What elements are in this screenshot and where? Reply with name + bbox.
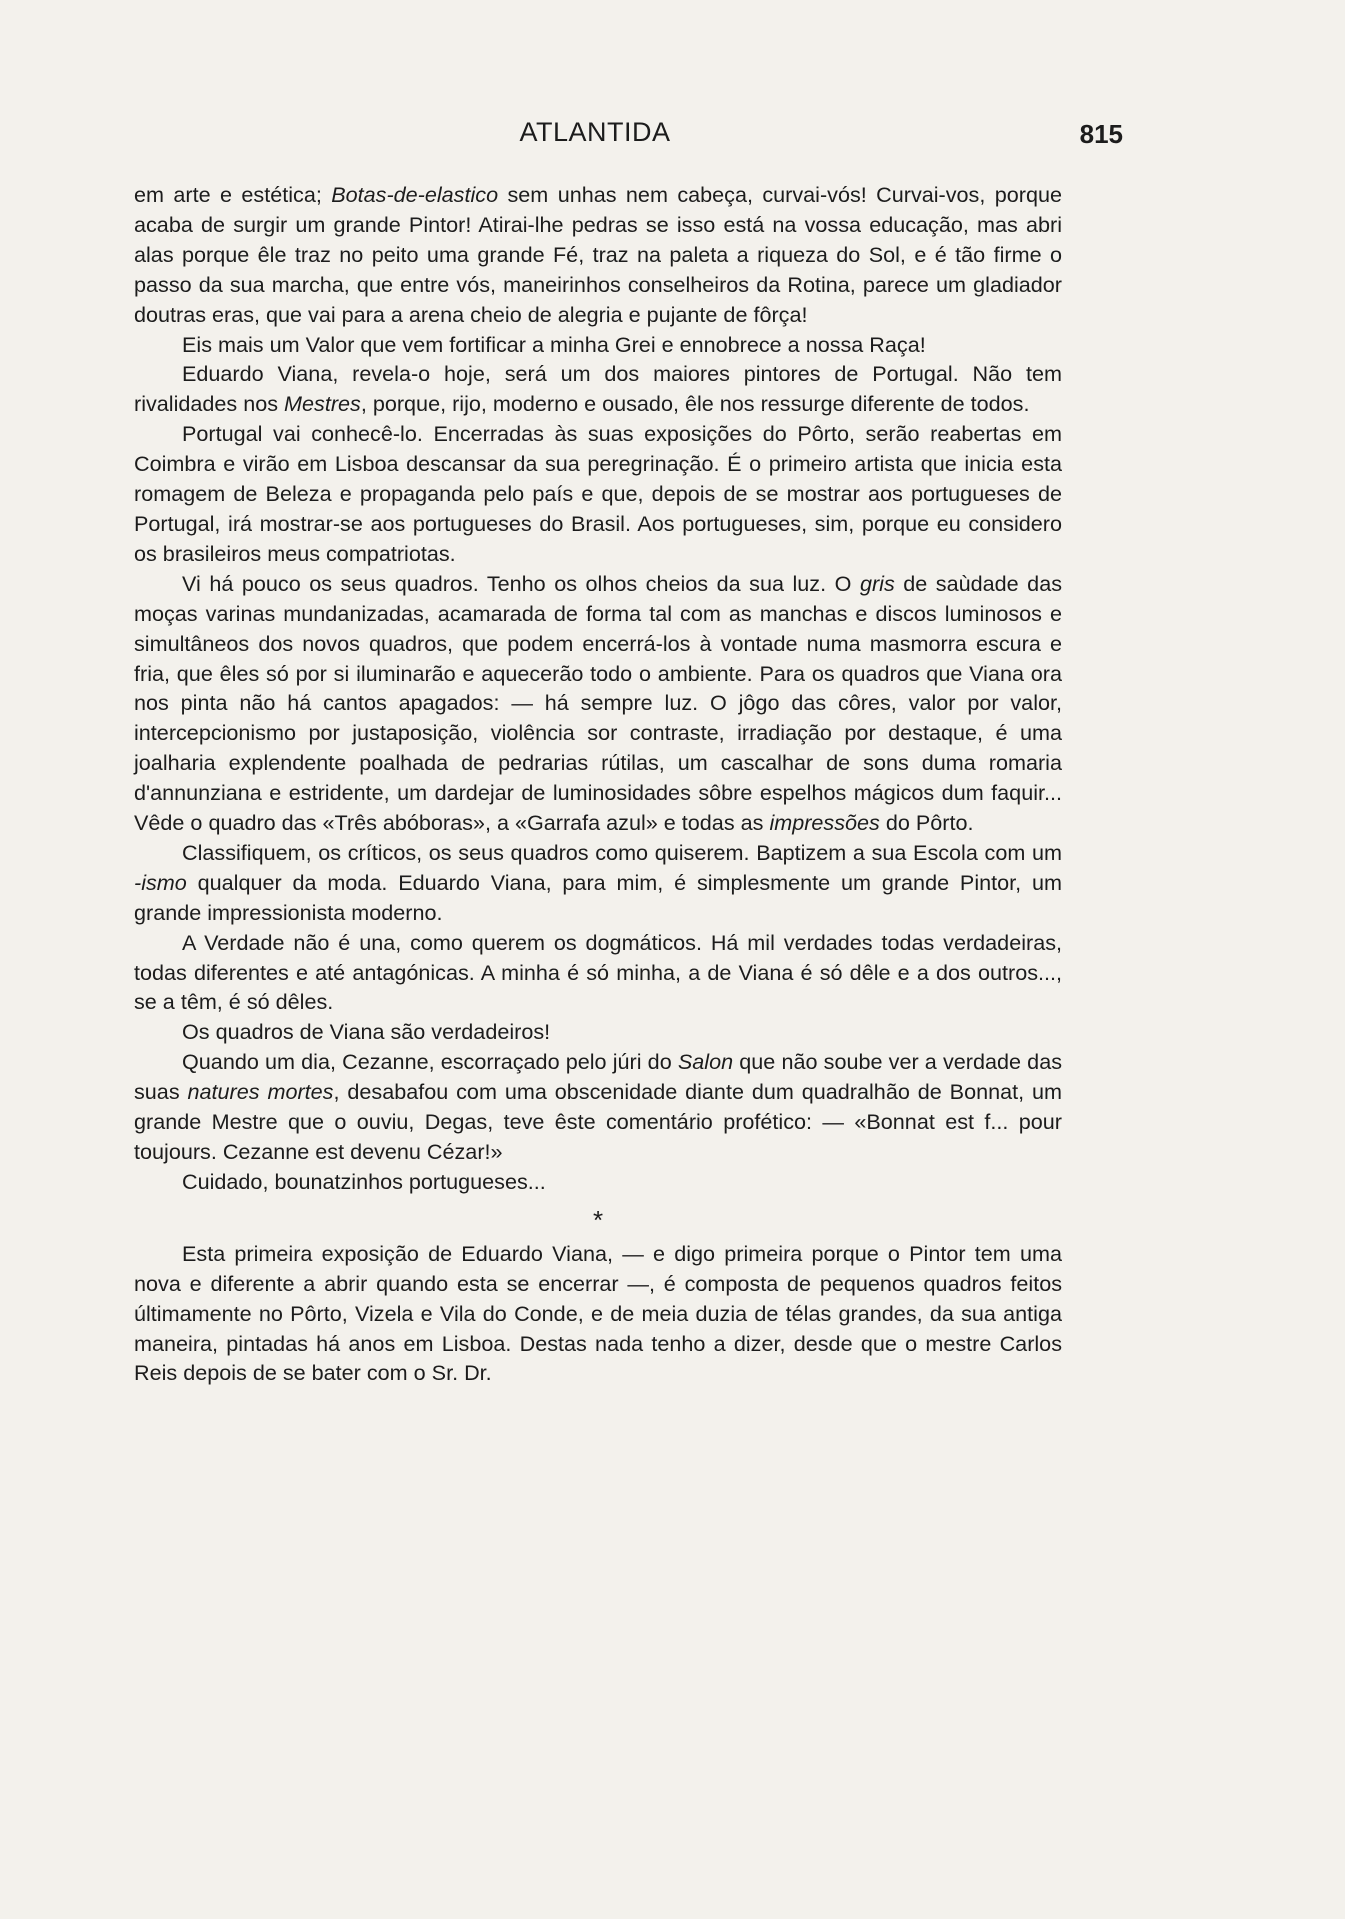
italic-text: impressões <box>769 810 880 836</box>
paragraph-text: , desabafou com uma obscenidade diante dum quadralhão de Bonnat, um grande Mestre que o ouviu, Degas, teve êste comentário profético: — «Bonnat est f... pour toujours. Cezanne est devenu Cézar!» <box>134 1079 1063 1164</box>
paragraph-text: , porque, rijo, moderno e ousado, êle nos ressurge diferente de todos. <box>360 391 1030 417</box>
italic-text: gris <box>859 570 895 596</box>
italic-text: Mestres <box>284 391 361 417</box>
paragraph-text: sem unhas nem cabeça, curvai-vós! Curvai-vos, porque acaba de surgir um grande Pintor! Atirai-lhe pedras se isso está na vossa educação, mas abri alas porque êle traz no peito uma grande Fé, traz na paleta a riqueza do Sol, e é tão firme o passo da sua marcha, que entre vós, maneirinhos conselheiros da Rotina, parece um gladiador doutras eras, que vai para a arena cheio de alegria e pujante de fôrça! <box>134 182 1062 327</box>
paragraph <box>134 180 1062 330</box>
paragraph-text: Quando um dia, Cezanne, escorraçado pelo júri do <box>182 1049 678 1075</box>
paragraph-text: Portugal vai conhecê-lo. Encerradas às suas exposições do Pôrto, serão reabertas em Coimbra e virão em Lisboa descansar da sua peregrinação. É o primeiro artista que inicia esta romagem de Beleza e propaganda pelo país e que, depois de se mostrar aos portugueses de Portugal, irá mostrar-se aos portugueses do Brasil. Aos portugueses, sim, porque eu considero os brasileiros meus compatriotas. <box>134 421 1062 566</box>
paragraph <box>134 928 1062 1018</box>
paragraph-text: Cuidado, bounatzinhos portugueses... <box>182 1168 546 1194</box>
paragraph <box>134 838 1062 928</box>
paragraph <box>134 1017 1062 1047</box>
page-number: 815 <box>1079 119 1123 149</box>
section-separator: * <box>592 1204 604 1235</box>
paragraph-text: qualquer da moda. Eduardo Viana, para mim, é simplesmente um grande Pintor, um grande impressionista moderno. <box>134 869 1062 925</box>
italic-text: natures mortes <box>187 1079 334 1105</box>
italic-text: Botas-de-elastico <box>331 182 499 207</box>
paragraph-text: Classifiquem, os críticos, os seus quadros como quiserem. Baptizem a sua Escola com um <box>182 839 1062 865</box>
paragraph-text: A Verdade não é una, como querem os dogmáticos. Há mil verdades todas verdadeiras, todas diferentes e até antagónicas. A minha é só minha, a de Viana é só dêle e a dos outros..., se a têm, é só dêles. <box>134 929 1062 1015</box>
journal-title: ATLANTIDA <box>519 117 671 147</box>
paragraph-text: do Pôrto. <box>879 810 974 836</box>
paragraph-text: Os quadros de Viana são verdadeiros! <box>182 1019 551 1045</box>
paragraph-text: em arte e estética; <box>134 182 332 207</box>
paragraph <box>134 359 1062 419</box>
running-header <box>0 113 1345 153</box>
paragraph <box>134 330 1062 360</box>
paragraph <box>134 1167 1062 1197</box>
article-body <box>134 180 1062 1388</box>
paragraph <box>134 569 1062 838</box>
paragraph-list <box>134 180 1062 1197</box>
paragraph-text: que não soube ver a verdade das suas <box>134 1049 1062 1105</box>
paragraph-text: Eis mais um Valor que vem fortificar a minha Grei e ennobrece a nossa Raça! <box>182 331 926 357</box>
paragraph-text: Eduardo Viana, revela-o hoje, será um dos maiores pintores de Portugal. Não tem rivalidades nos <box>134 361 1062 417</box>
italic-text: -ismo <box>134 869 187 895</box>
paragraph-text: Vi há pouco os seus quadros. Tenho os olhos cheios da sua luz. O <box>182 570 860 596</box>
closing-paragraph: Esta primeira exposição de Eduardo Viana, — e digo primeira porque o Pintor tem uma nova e diferente a abrir quando esta se encerrar —, é composta de pequenos quadros feitos últimamente no Pôrto, Vizela e Vila do Conde, e de meia duzia de télas grandes, da sua antiga maneira, pintadas há anos em Lisboa. Destas nada tenho a dizer, desde que o mestre Carlos Reis depois de se bater com o Sr. Dr. <box>134 1240 1062 1386</box>
paragraph <box>134 1047 1062 1167</box>
italic-text: Salon <box>677 1049 734 1075</box>
paragraph <box>134 419 1062 569</box>
paragraph-text: de saùdade das moças varinas mundanizadas, acamarada de forma tal com as manchas e discos luminosos e simultâneos dos novos quadros, que podem encerrá-los à vontade numa masmorra escura e fria, que êles só por si iluminarão e aquecerão todo o ambiente. Para os quadros que Viana ora nos pinta não há cantos apagados: — há sempre luz. O jôgo das côres, valor por valor, intercepcionismo por justaposição, violência sor contraste, irradiação por destaque, é uma joalharia explendente poalhada de pedrarias rútilas, um cascalhar de sons duma romaria d'annunziana e estridente, um dardejar de luminosidades sôbre espelhos mágicos dum faquir... Vêde o quadro das «Três abóboras», a «Garrafa azul» e todas as <box>134 570 1063 836</box>
